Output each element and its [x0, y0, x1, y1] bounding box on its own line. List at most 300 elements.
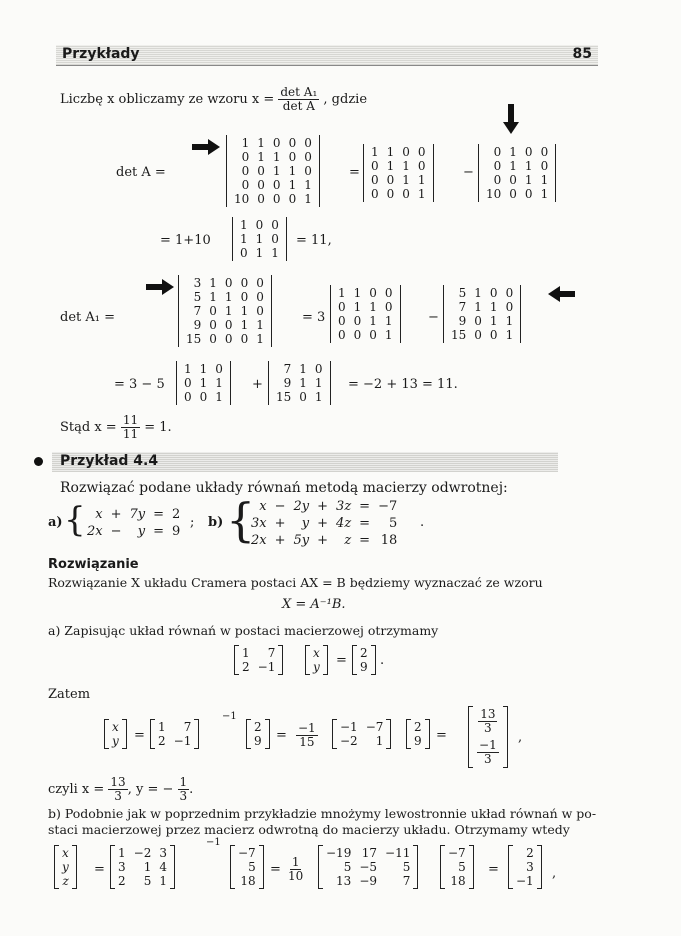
matrix-cell: −9	[359, 874, 378, 888]
matrix-cell: 1	[489, 300, 498, 314]
matrix-row	[234, 846, 260, 860]
equation-term: =	[359, 499, 371, 514]
matrix-row	[272, 390, 327, 404]
matrix-cell: 15	[186, 332, 202, 346]
example-heading-bar	[52, 452, 558, 472]
matrix-row	[512, 874, 538, 888]
vector-b2	[230, 845, 264, 889]
matrix-cell: 1	[505, 314, 514, 328]
matrix-table	[154, 720, 195, 748]
matrix-cell: 3	[118, 860, 126, 874]
matrix-cell: 1	[256, 332, 264, 346]
equation-term: 2y	[293, 499, 310, 514]
matrix-cell: 1	[199, 362, 208, 376]
matrix-cell: 9	[283, 376, 292, 390]
matrix-cell: 0	[386, 173, 395, 187]
matrix-cell: 5	[193, 290, 202, 304]
matrix-cell: 15	[451, 328, 467, 342]
equation-term: y	[301, 516, 310, 531]
matrix-row	[447, 328, 517, 342]
matrix-cell: 7	[193, 304, 202, 318]
matrix-cell: 0	[215, 362, 223, 376]
matrix-table	[356, 646, 372, 674]
matrix-cell: 2	[360, 646, 368, 660]
matrix-cell: y	[313, 660, 320, 674]
matrix-row	[230, 164, 316, 178]
equation-term: 2	[172, 507, 181, 522]
matrix-cell: 0	[369, 328, 377, 342]
conclusion-line: Stąd x = $\frac{11}{11}$ = 1.	[60, 413, 172, 441]
matrix-row	[322, 846, 414, 860]
matrix-cell: z	[62, 874, 69, 888]
matrix-cell: −2	[133, 846, 152, 860]
det-a-matrix4-left	[363, 144, 434, 202]
matrix-table	[444, 846, 470, 888]
matrix-cell: 10	[234, 192, 250, 206]
det-a1-matrix5	[178, 275, 272, 347]
det-a-matrix5	[226, 135, 320, 207]
matrix-cell: 1	[509, 145, 517, 159]
matrix-cell: 0	[338, 314, 346, 328]
matrix-cell: 0	[384, 286, 393, 300]
matrix-table	[512, 846, 538, 888]
matrix-table	[234, 846, 260, 888]
matrix-cell: 0	[386, 187, 395, 201]
matrix-cell: 7	[402, 874, 411, 888]
matrix-cell: 0	[224, 276, 233, 290]
matrix-cell: 1	[240, 232, 248, 246]
matrix-cell: 0	[256, 276, 264, 290]
matrix-row	[322, 860, 414, 874]
det-a1-matrix3-right	[268, 361, 331, 405]
matrix-row	[334, 314, 397, 328]
matrix-table	[334, 286, 397, 342]
matrix-cell: 18	[240, 874, 256, 888]
matrix-cell: 0	[489, 286, 498, 300]
matrix-cell: 3	[193, 276, 202, 290]
matrix-cell: 1	[314, 390, 323, 404]
matrix-cell: 5	[248, 860, 256, 874]
equation-term: 2x	[87, 524, 103, 539]
matrix-cell: 7	[267, 646, 276, 660]
matrix-cell: 0	[256, 304, 264, 318]
arrow-head-icon	[208, 139, 220, 155]
det-a1-matrix3-left	[176, 361, 231, 405]
matrix-row	[334, 286, 397, 300]
matrix-cell: 1	[256, 318, 264, 332]
matrix-cell: x	[62, 846, 69, 860]
equation-row	[248, 516, 400, 531]
matrix-row	[58, 846, 73, 860]
matrix-cell: 1	[299, 376, 307, 390]
matrix-row	[334, 328, 397, 342]
matrix-cell: 0	[353, 314, 362, 328]
matrix-cell: 1	[540, 173, 549, 187]
matrix-row	[367, 187, 430, 201]
matrix-cell: 9	[360, 660, 368, 674]
matrix-cell: 0	[338, 300, 346, 314]
matrix-cell: 5	[458, 286, 467, 300]
matrix-row	[234, 874, 260, 888]
matrix-cell: −19	[326, 846, 352, 860]
matrix-row	[114, 860, 171, 874]
equation-row	[84, 507, 183, 522]
matrix-table	[114, 846, 171, 888]
matrix-cell: 1	[375, 734, 384, 748]
equation-term: −	[110, 524, 122, 539]
equation-term: 2x	[251, 533, 267, 548]
matrix-cell: 0	[272, 136, 281, 150]
equation-term: −7	[378, 499, 398, 514]
matrix-cell: 1	[255, 232, 264, 246]
brace-icon: {	[226, 493, 256, 547]
equation-term: =	[359, 516, 371, 531]
matrix-cell: 0	[184, 376, 192, 390]
matrix-row	[236, 232, 283, 246]
equation-row	[248, 533, 400, 548]
matrix-cell: 0	[505, 300, 514, 314]
matrix-cell: 1	[338, 286, 346, 300]
matrix-row	[230, 150, 316, 164]
matrix-cell: 1	[143, 860, 152, 874]
matrix-table	[58, 846, 73, 888]
matrix-row	[114, 846, 171, 860]
det-a-matrix4-right	[478, 144, 556, 202]
matrix-cell: 0	[271, 232, 279, 246]
matrix-cell: 3	[159, 846, 167, 860]
matrix-cell: 10	[486, 187, 502, 201]
matrix-row	[447, 314, 517, 328]
matrix-cell: 1	[371, 145, 379, 159]
equation-row	[84, 524, 183, 539]
matrix-cell: 1	[402, 173, 410, 187]
matrix-cell: 1	[353, 300, 362, 314]
matrix-cell: 2	[526, 846, 534, 860]
equation-term: 9	[172, 524, 181, 539]
matrix-cell: 9	[458, 314, 467, 328]
example-title: Przykład 4.4	[60, 453, 159, 469]
equation-term: −	[274, 499, 286, 514]
matrix-row	[238, 660, 279, 674]
matrix-row	[309, 646, 324, 660]
matrix-cell: 1	[215, 390, 223, 404]
equation-term: x	[259, 499, 267, 514]
matrix-row	[250, 734, 266, 748]
matrix-row	[512, 860, 538, 874]
matrix-cell: 0	[288, 136, 297, 150]
matrix-cell: 0	[271, 218, 279, 232]
adjugate-a	[332, 719, 391, 749]
matrix-table	[367, 145, 430, 201]
arrow-head-icon	[503, 122, 519, 134]
matrix-cell: 0	[299, 390, 307, 404]
equation-term: y	[137, 524, 146, 539]
matrix-cell: 1	[255, 246, 264, 260]
matrix-cell: 0	[304, 150, 312, 164]
matrix-cell: 2	[158, 734, 166, 748]
matrix-table	[309, 646, 324, 674]
matrix-cell: −11	[385, 846, 411, 860]
matrix-row	[58, 874, 73, 888]
arrow-down-icon	[508, 104, 514, 124]
adjugate-b	[318, 845, 418, 889]
matrix-cell: y	[62, 860, 69, 874]
matrix-table	[482, 145, 552, 201]
equation-term: +	[317, 533, 329, 548]
matrix-cell: 0	[369, 286, 377, 300]
equation-term: +	[274, 516, 286, 531]
matrix-cell: −7	[448, 846, 466, 860]
fraction: $\frac{1}{10}$	[288, 855, 304, 883]
equation-term: 5y	[293, 533, 310, 548]
matrix-cell: 1	[369, 300, 377, 314]
matrix-a	[234, 645, 283, 675]
matrix-row	[182, 332, 268, 346]
equation-term: =	[153, 524, 165, 539]
matrix-cell: 1	[257, 136, 265, 150]
matrix-row	[336, 720, 387, 734]
result-b	[508, 845, 542, 889]
equation-term: +	[274, 533, 286, 548]
arrow-shaft	[559, 291, 575, 297]
matrix-row	[272, 376, 327, 390]
matrix-cell: 0	[509, 187, 517, 201]
matrix-cell: 13	[336, 874, 352, 888]
result-vector: $\frac{13}{3}$ $\frac{-1}{3}$	[468, 706, 508, 768]
matrix-cell: 0	[241, 150, 250, 164]
vector-xyz	[54, 845, 77, 889]
arrow-head-icon	[162, 279, 174, 295]
matrix-cell: −2	[340, 734, 358, 748]
matrix-row	[230, 192, 316, 206]
matrix-row	[334, 300, 397, 314]
matrix-row	[367, 145, 430, 159]
matrix-cell: 7	[458, 300, 467, 314]
matrix-cell: −1	[516, 874, 534, 888]
matrix-cell: 0	[402, 187, 410, 201]
matrix-table	[230, 136, 316, 206]
matrix-cell: 0	[224, 318, 233, 332]
solution-heading: Rozwiązanie	[48, 557, 139, 572]
matrix-cell: 0	[241, 164, 250, 178]
matrix-cell: 1	[288, 178, 297, 192]
matrix-cell: 0	[288, 192, 297, 206]
equation-term: 18	[380, 533, 398, 548]
matrix-cell: 9	[193, 318, 202, 332]
matrix-row	[108, 734, 123, 748]
matrix-cell: 1	[417, 187, 426, 201]
matrix-row	[236, 218, 283, 232]
matrix-table	[182, 276, 268, 346]
matrix-cell: x	[313, 646, 320, 660]
matrix-row	[356, 660, 372, 674]
matrix-cell: 1	[384, 328, 393, 342]
matrix-cell: 0	[256, 290, 264, 304]
matrix-cell: 0	[371, 187, 379, 201]
matrix-cell: −7	[238, 846, 256, 860]
matrix-cell: 0	[384, 300, 393, 314]
matrix-row	[230, 136, 316, 150]
matrix-cell: 0	[509, 173, 517, 187]
matrix-cell: 1	[505, 328, 514, 342]
vector-x	[305, 645, 328, 675]
matrix-cell: 7	[283, 362, 292, 376]
matrix-cell: 1	[417, 173, 426, 187]
matrix-cell: 0	[371, 159, 379, 173]
matrix-cell: 0	[493, 159, 502, 173]
matrix-row	[444, 860, 470, 874]
matrix-table	[238, 646, 279, 674]
matrix-cell: 2	[254, 720, 262, 734]
matrix-row	[444, 874, 470, 888]
matrix-cell: 0	[199, 390, 208, 404]
matrix-cell: −1	[173, 734, 192, 748]
matrix-row	[182, 290, 268, 304]
formula: X = A⁻¹B.	[282, 597, 346, 612]
matrix-cell: 1	[369, 314, 377, 328]
running-header	[56, 45, 598, 66]
matrix-cell: 1	[386, 159, 395, 173]
det-a-matrix3	[232, 217, 287, 261]
matrix-cell: 0	[371, 173, 379, 187]
matrix-cell: 0	[209, 332, 217, 346]
matrix-row	[58, 860, 73, 874]
det-a1-matrix4-right	[443, 285, 521, 343]
matrix-cell: 0	[240, 276, 249, 290]
matrix-cell: 15	[276, 390, 292, 404]
matrix-row	[482, 159, 552, 173]
matrix-row	[182, 276, 268, 290]
matrix-cell: 9	[414, 734, 422, 748]
matrix-cell: 0	[240, 246, 248, 260]
matrix-cell: 0	[288, 150, 297, 164]
matrix-row	[482, 187, 552, 201]
matrix-cell: 1	[199, 376, 208, 390]
matrix-cell: 0	[240, 332, 249, 346]
matrix-cell: 0	[304, 136, 312, 150]
vector-b	[406, 719, 430, 749]
matrix-cell: 1	[257, 150, 265, 164]
matrix-cell: 0	[314, 362, 323, 376]
matrix-cell: 1	[215, 376, 223, 390]
matrix-cell: 0	[241, 178, 250, 192]
matrix-cell: 0	[493, 145, 502, 159]
matrix-cell: 0	[540, 145, 549, 159]
matrix-cell: 0	[272, 178, 281, 192]
vector-x	[104, 719, 127, 749]
vector-b2	[440, 845, 474, 889]
fraction: $\frac{-1}{15}$	[298, 721, 316, 749]
matrix-cell: 0	[489, 328, 498, 342]
matrix-row	[447, 300, 517, 314]
matrix-row	[180, 376, 227, 390]
matrix-row	[108, 720, 123, 734]
matrix-row	[154, 734, 195, 748]
matrix-cell: 2	[414, 720, 422, 734]
matrix-row	[234, 860, 260, 874]
matrix-cell: −7	[365, 720, 384, 734]
matrix-cell: −5	[359, 860, 378, 874]
equation-term: +	[317, 516, 329, 531]
equation-term: z	[344, 533, 352, 548]
matrix-cell: 1	[402, 159, 410, 173]
matrix-cell: 7	[183, 720, 192, 734]
matrix-cell: 1	[509, 159, 517, 173]
matrix-cell: 0	[493, 173, 502, 187]
matrix-row	[410, 734, 426, 748]
matrix-cell: 1	[118, 846, 126, 860]
matrix-cell: 1	[158, 720, 166, 734]
matrix-cell: 0	[272, 192, 281, 206]
matrix-a	[150, 719, 199, 749]
matrix-table	[410, 720, 426, 748]
matrix-cell: 4	[159, 860, 167, 874]
matrix-cell: 0	[257, 164, 265, 178]
matrix-cell: 0	[417, 145, 426, 159]
matrix-cell: 1	[474, 286, 482, 300]
matrix-cell: 2	[118, 874, 126, 888]
matrix-cell: 0	[257, 178, 265, 192]
matrix-row	[482, 145, 552, 159]
matrix-cell: 0	[257, 192, 265, 206]
equation-term: +	[317, 499, 329, 514]
equation-term: =	[153, 507, 165, 522]
page-number: 85	[572, 46, 592, 62]
intro-fraction: $\frac{\text{det A₁}}{\text{det A}}$	[280, 85, 318, 113]
matrix-cell: 1	[314, 376, 323, 390]
matrix-cell: 0	[240, 290, 249, 304]
matrix-cell: 1	[271, 246, 279, 260]
matrix-cell: 9	[254, 734, 262, 748]
matrix-cell: 0	[474, 314, 482, 328]
matrix-cell: 1	[209, 290, 217, 304]
matrix-cell: 3	[526, 860, 534, 874]
matrix-cell: 0	[184, 390, 192, 404]
intro-line: Liczbę x obliczamy ze wzoru x = $\frac{\text{det A₁}}{\text{det A}}$ , gdzie	[60, 85, 368, 113]
matrix-cell: 1	[209, 276, 217, 290]
matrix-cell: 1	[524, 159, 533, 173]
equation-term: 3x	[251, 516, 267, 531]
matrix-cell: 1	[353, 286, 362, 300]
matrix-row	[482, 173, 552, 187]
bullet-icon	[34, 457, 43, 466]
matrix-row	[512, 846, 538, 860]
equation-term: 7y	[129, 507, 146, 522]
task-text: Rozwiązać podane układy równań metodą macierzy odwrotnej:	[60, 480, 508, 496]
matrix-row	[410, 720, 426, 734]
matrix-cell: 5	[458, 860, 466, 874]
equation-term: =	[359, 533, 371, 548]
matrix-cell: 0	[474, 328, 482, 342]
matrix-cell: 1	[224, 304, 233, 318]
matrix-row	[356, 646, 372, 660]
system-b	[246, 497, 402, 550]
matrix-row	[322, 874, 414, 888]
det-a-label: det A =	[116, 165, 166, 180]
matrix-cell: x	[112, 720, 119, 734]
matrix-cell: 0	[338, 328, 346, 342]
matrix-cell: 0	[353, 328, 362, 342]
equation-term: +	[110, 507, 122, 522]
matrix-cell: 1	[386, 145, 395, 159]
matrix-row	[230, 178, 316, 192]
matrix-cell: 1	[540, 187, 549, 201]
matrix-cell: 1	[474, 300, 482, 314]
matrix-row	[236, 246, 283, 260]
matrix-cell: y	[112, 734, 119, 748]
equation-term: 4z	[336, 516, 352, 531]
matrix-row	[367, 173, 430, 187]
